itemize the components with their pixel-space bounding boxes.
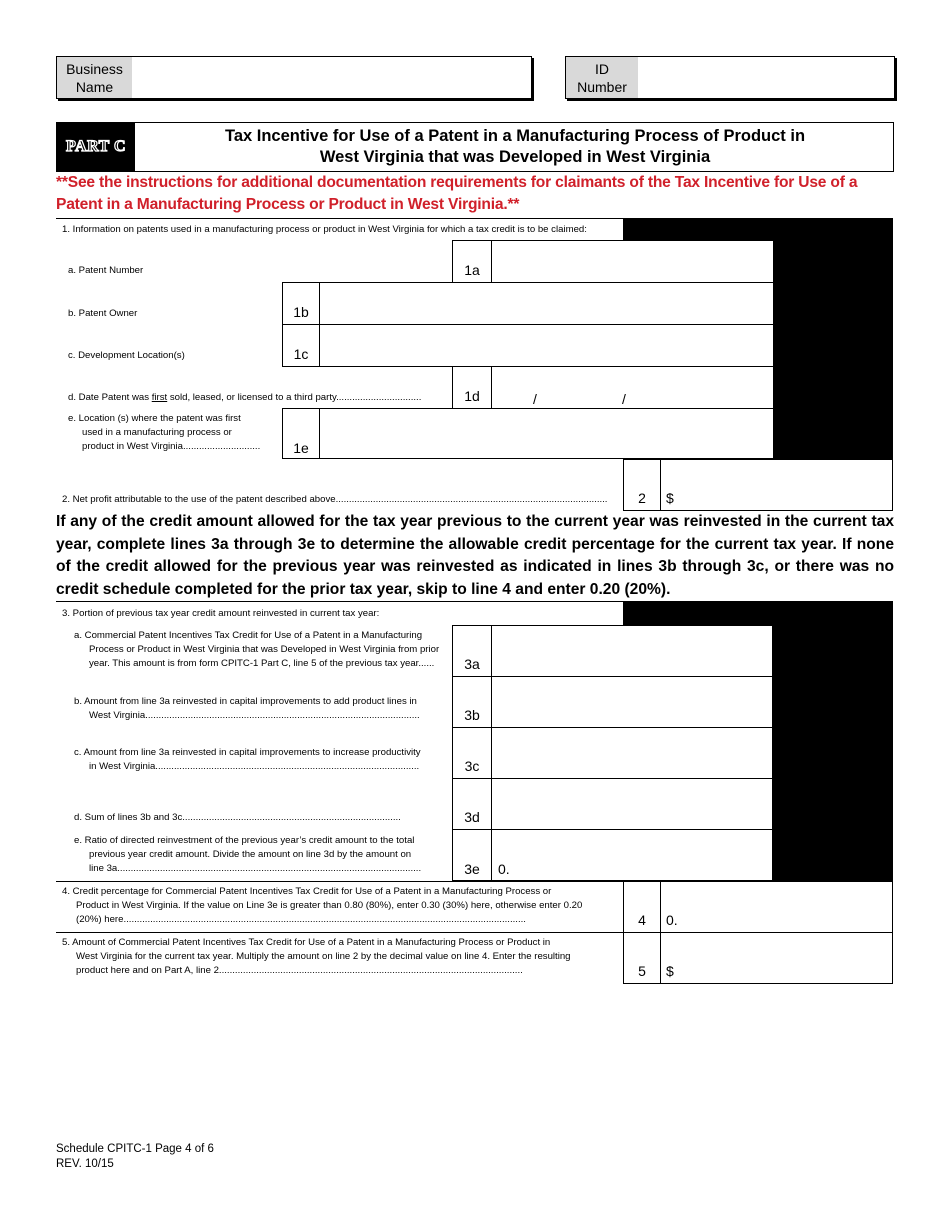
line-1d-date-sep2: / xyxy=(622,391,626,407)
line-2-input[interactable] xyxy=(660,459,893,511)
footer-page: Schedule CPITC-1 Page 4 of 6 xyxy=(56,1143,214,1155)
line-3c-label-1: c. Amount from line 3a reinvested in capital improvements to increase productivity xyxy=(74,747,421,758)
line-1a-input[interactable] xyxy=(491,240,774,283)
line-3d-label: d. Sum of lines 3b and 3c.................................................................................. xyxy=(74,812,401,823)
line-3e-label-2: previous year credit amount. Divide the amount on line 3d by the amount on xyxy=(89,849,412,860)
line-4-label-3: (20%) here....................................................................................................................................................... xyxy=(76,914,526,925)
line-3d-input[interactable] xyxy=(491,778,773,830)
line-1a-number: 1a xyxy=(464,262,480,278)
line-2-dollar: $ xyxy=(666,490,674,506)
section1-black-right xyxy=(773,218,893,459)
line-5-label-1: 5. Amount of Commercial Patent Incentives Tax Credit for Use of a Patent in a Manufacturing Process or Product in xyxy=(62,937,551,948)
line-5-label-2: West Virginia for the current tax year. Multiply the amount on line 2 by the decimal value on line 4. Enter the resulting xyxy=(76,951,571,962)
line-3a-label-2: Process or Product in West Virginia that was Developed in West Virginia from prior xyxy=(89,644,440,655)
part-title-line2: West Virginia that was Developed in West Virginia xyxy=(319,148,711,166)
line-5-input[interactable] xyxy=(660,932,893,984)
part-badge-text: PART C xyxy=(65,138,127,155)
business-name-box xyxy=(56,56,532,99)
line-3b-label-1: b. Amount from line 3a reinvested in capital improvements to add product lines in xyxy=(74,696,417,707)
line-3e-label-3: line 3a.................................................................................................................. xyxy=(89,863,422,874)
line-3c-input[interactable] xyxy=(491,727,773,779)
line-3e-input[interactable] xyxy=(491,829,773,881)
section3-intro: 3. Portion of previous tax year credit amount reinvested in current tax year: xyxy=(62,608,380,619)
line-5-label xyxy=(62,936,618,978)
line-1a-label: a. Patent Number xyxy=(68,265,144,276)
line-3d-number: 3d xyxy=(464,809,480,825)
line-1e-input[interactable] xyxy=(319,408,774,459)
line-3e-label xyxy=(74,834,450,876)
line-4-label xyxy=(62,885,618,927)
instructions-notice: **See the instructions for additional documentation requirements for claimants of the Tax Incentive for Use of a Patent in a Manufacturing Process or Product in West Virginia.** xyxy=(56,174,858,213)
line-2-label: 2. Net profit attributable to the use of the patent described above...................................................................................................... xyxy=(62,494,608,505)
line-3a-label xyxy=(74,629,450,671)
line-5-top-rule xyxy=(56,932,624,933)
line-3c-number: 3c xyxy=(464,758,480,774)
line-3b-number: 3b xyxy=(464,707,480,723)
line-1e-label-2: used in a manufacturing process or xyxy=(82,427,232,438)
id-number-label: ID Number xyxy=(566,57,638,98)
line-1e-number: 1e xyxy=(293,440,309,456)
line-3b-label xyxy=(74,695,450,723)
line-1b-input[interactable] xyxy=(319,282,774,325)
line-4-top-rule xyxy=(56,881,624,882)
section3-top-rule xyxy=(56,601,624,602)
line-3a-label-3: year. This amount is from form CPITC-1 Part C, line 5 of the previous tax year...... xyxy=(89,658,435,669)
line-1d-label-em: first xyxy=(151,392,168,403)
line-3b-label-2: West Virginia....................................................................................................... xyxy=(89,710,420,721)
line-4-number: 4 xyxy=(638,912,646,928)
line-1b-number: 1b xyxy=(293,304,309,320)
line-1d-label-post: sold, leased, or licensed to a third party................................ xyxy=(167,392,422,403)
line-3a-input[interactable] xyxy=(491,625,773,677)
line-1c-number: 1c xyxy=(293,346,309,362)
line-5-label-3: product here and on Part A, line 2.................................................................................................................. xyxy=(76,965,523,976)
line-3e-label-1: e. Ratio of directed reinvestment of the previous year’s credit amount to the total xyxy=(74,835,415,846)
id-number-box xyxy=(565,56,895,99)
line-5-dollar: $ xyxy=(666,963,674,979)
reinvestment-instructions: If any of the credit amount allowed for the tax year previous to the current year was reinvested in the current tax year, complete lines 3a through 3e to determine the allowable credit percentage for the current tax year. If none of the credit allowed for the previous year was reinvested as indicated in lines 3b through 3c, or there was no credit schedule completed for the prior tax year, skip to line 4 and enter 0.20 (20%). xyxy=(56,513,894,598)
line-3b-input[interactable] xyxy=(491,676,773,728)
section1-top-rule xyxy=(56,218,624,219)
line-3e-prefix: 0. xyxy=(498,861,510,877)
line-3a-label-1: a. Commercial Patent Incentives Tax Credit for Use of a Patent in a Manufacturing xyxy=(74,630,423,641)
part-title xyxy=(137,126,893,168)
part-badge xyxy=(57,123,135,171)
line-2-number: 2 xyxy=(638,490,646,506)
line-1d-date-sep1: / xyxy=(533,391,537,407)
line-3c-label xyxy=(74,746,450,774)
part-title-box xyxy=(56,122,894,172)
section1-intro: 1. Information on patents used in a manufacturing process or product in West Virginia for which a tax credit is to be claimed: xyxy=(62,224,587,235)
line-1c-input[interactable] xyxy=(319,324,774,367)
line-1d-label xyxy=(68,391,448,405)
line-1b-label: b. Patent Owner xyxy=(68,308,138,319)
line-5-number: 5 xyxy=(638,963,646,979)
line-1e-label-1: e. Location (s) where the patent was first xyxy=(68,413,241,424)
line-3c-label-2: in West Virginia................................................................................................... xyxy=(89,761,420,772)
line-4-label-1: 4. Credit percentage for Commercial Patent Incentives Tax Credit for Use of a Patent in a Manufacturing Process or xyxy=(62,886,552,897)
line-4-label-2: Product in West Virginia. If the value on Line 3e is greater than 0.80 (80%), enter 0.30 (30%) here, otherwise enter 0.20 xyxy=(76,900,583,911)
footer xyxy=(56,1142,214,1172)
business-name-label: Business Name xyxy=(57,57,132,98)
line-3e-number: 3e xyxy=(464,861,480,877)
line-1d-number: 1d xyxy=(464,388,480,404)
business-name-input[interactable] xyxy=(132,57,531,98)
id-number-input[interactable] xyxy=(638,57,894,98)
line-4-prefix: 0. xyxy=(666,912,678,928)
line-1e-label xyxy=(68,412,278,454)
line-1c-label: c. Development Location(s) xyxy=(68,350,185,361)
line-1e-label-3: product in West Virginia............................. xyxy=(82,441,261,452)
line-1d-label-pre: d. Date Patent was xyxy=(68,392,152,403)
line-3a-number: 3a xyxy=(464,656,480,672)
part-title-line1: Tax Incentive for Use of a Patent in a Manufacturing Process of Product in xyxy=(224,127,806,145)
line-4-input[interactable] xyxy=(660,881,893,933)
footer-revision: REV. 10/15 xyxy=(56,1158,114,1170)
